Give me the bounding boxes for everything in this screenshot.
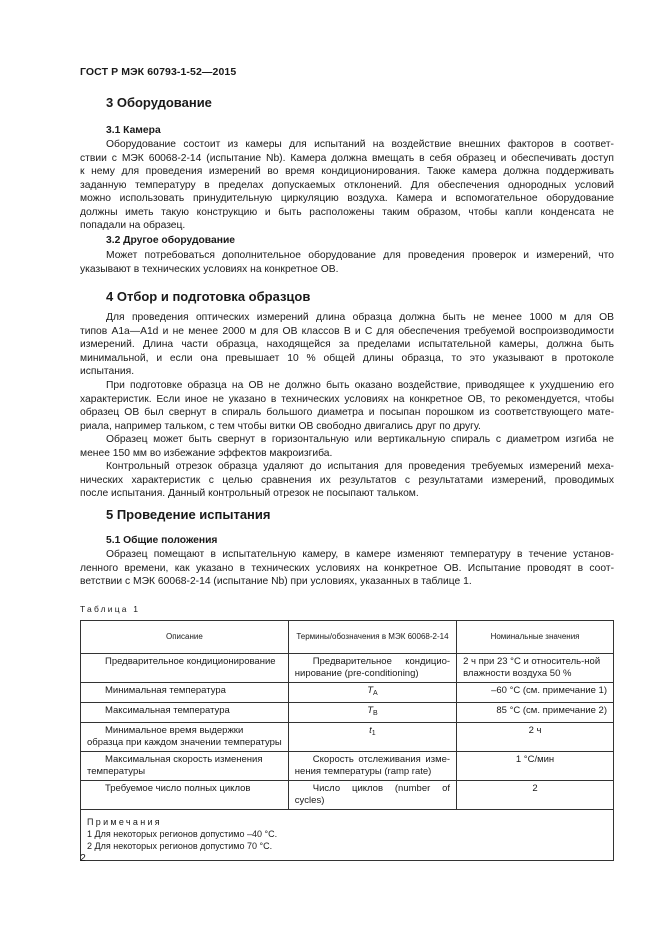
- table-header-terms: Термины/обозначения в МЭК 60068-2-14: [288, 621, 456, 654]
- table-header-description: Описание: [81, 621, 289, 654]
- row-term: [288, 723, 456, 752]
- section-4-para-3: [80, 433, 614, 460]
- row-description: Минимальное время выдержки образца при каждом значении температуры: [81, 723, 289, 752]
- text-line: к нему для проведения измерений во время кондиционирования. Также камера должна поддерживать: [80, 166, 614, 178]
- text-line: испытания.: [80, 366, 135, 378]
- row-description: Требуемое число полных циклов: [81, 781, 289, 810]
- table-row: [81, 752, 614, 781]
- section-4-para-1: [80, 311, 614, 379]
- section-3-1-text: [80, 138, 614, 233]
- text-line: Контрольный отрезок образца удаляют до испытания для проведения требуемых измерений меха-: [106, 461, 614, 472]
- row-term: [288, 683, 456, 703]
- table-row: [81, 654, 614, 683]
- row-description: Предварительное кондиционирование: [81, 654, 289, 683]
- text-line: Может потребоваться дополнительное оборудование для проведения проверок и измерений, что: [106, 250, 614, 261]
- text-line: нических характеристик с целью сравнения их результатов с результатами измерений, проводимых: [80, 474, 614, 486]
- table-row: [81, 781, 614, 810]
- row-description: Минимальная температура: [81, 683, 289, 703]
- text-line: ствии с МЭК 60068-2-14 (испытание Nb). Камера должна вмещать в себя образец и обеспечивать доступ: [80, 152, 614, 164]
- table-row: [81, 683, 614, 703]
- table-notes: [81, 810, 614, 861]
- row-term: Предварительное кондицио-нирование (pre-conditioning): [288, 654, 456, 683]
- row-value: 2 ч при 23 °С и относитель-ной влажности воздуха 50 %: [457, 654, 614, 683]
- term-subscript: 1: [371, 730, 376, 737]
- text-line: заданную температуру в пределах допускаемых отклонений. Для обеспечения однородных условий: [80, 179, 614, 191]
- text-line: При подготовке образца на ОВ не должно быть оказано воздействие, приводящее к ухудшению его: [106, 380, 614, 391]
- row-value: 85 °С (см. примечание 2): [457, 703, 614, 723]
- note-item: 1 Для некоторых регионов допустимо –40 °С.: [87, 829, 278, 839]
- text-line: образец ОВ был свернут в спираль большого диаметра и посыпан порошком из соответствующего мате-: [80, 407, 614, 419]
- text-line: Образец может быть свернут в горизонтальную или вертикальную спираль с диаметром изгиба не: [106, 434, 614, 445]
- section-3-2-title: 3.2 Другое оборудование: [106, 235, 236, 246]
- page-number: 2: [80, 852, 86, 864]
- table-1: [80, 620, 614, 861]
- section-4-title: 4 Отбор и подготовка образцов: [106, 289, 311, 304]
- table-row: [81, 723, 614, 752]
- row-term: Число циклов (number of cycles): [288, 781, 456, 810]
- text-line: указывают в технических условиях на конкретное ОВ.: [80, 263, 339, 275]
- text-line: риала, например тальком, с тем чтобы витки ОВ свободно двигались друг по другу.: [80, 420, 481, 432]
- text-line: Для проведения оптических измерений длина образца должна быть не менее 1000 м для ОВ: [106, 312, 614, 323]
- section-5-1-text: [80, 548, 614, 589]
- section-4-para-4: [80, 460, 614, 501]
- term-symbol: t: [369, 725, 372, 736]
- text-line: ленного времени, как указано в технических условиях на конкретное ОВ. Испытание проводят в соот-: [80, 562, 614, 574]
- term-symbol: T: [367, 685, 373, 696]
- row-value: 2 ч: [457, 723, 614, 752]
- section-3-1-title: 3.1 Камера: [106, 125, 161, 136]
- notes-title: Примечания: [87, 817, 162, 827]
- section-3-2-text: [80, 249, 614, 276]
- row-value: 1 °С/мин: [457, 752, 614, 781]
- text-line: менее 150 мм во избежание эффектов макроизгиба.: [80, 447, 333, 459]
- table-caption: Таблица 1: [80, 604, 141, 614]
- text-line: характеристик. Если иное не указано в технических условиях на конкретное ОВ, то рекомендуется, чтобы: [80, 393, 614, 405]
- text-line: можно использовать принудительную циркуляцию воздуха. Камера и вспомогательное оборудование: [80, 193, 614, 205]
- section-5-1-title: 5.1 Общие положения: [106, 535, 218, 546]
- table-notes-row: [81, 810, 614, 861]
- section-3-title: 3 Оборудование: [106, 95, 212, 110]
- note-item: 2 Для некоторых регионов допустимо 70 °С.: [87, 841, 273, 851]
- text-line: минимальной, и если она превышает 10 % общей длины образца, то это указывают в протоколе: [80, 352, 614, 364]
- text-line: должны иметь такую конструкцию и быть расположены таким образом, чтобы капли конденсата не: [80, 206, 614, 218]
- row-term: Скорость отслеживания изме-нения температуры (ramp rate): [288, 752, 456, 781]
- text-line: Оборудование состоит из камеры для испытаний на воздействие внешних факторов в соответ-: [106, 139, 614, 150]
- section-5-title: 5 Проведение испытания: [106, 507, 271, 522]
- table-header-row: [81, 621, 614, 654]
- text-line: попадали на образец.: [80, 220, 186, 232]
- row-description: Максимальная температура: [81, 703, 289, 723]
- text-line: измерений. Длина части образца, находящейся за пределами испытательной камеры, должна быть: [80, 339, 614, 351]
- row-term: [288, 703, 456, 723]
- table-header-values: Номинальные значения: [457, 621, 614, 654]
- text-line: типов А1а—А1d и не менее 2000 м для ОВ классов В и С для обеспечения требуемой воспроизводимости: [80, 325, 614, 337]
- term-subscript: B: [373, 710, 378, 717]
- section-4-para-2: [80, 379, 614, 433]
- term-subscript: A: [373, 690, 378, 697]
- text-line: Образец помещают в испытательную камеру, в камере изменяют температуру в течение установ-: [106, 549, 614, 560]
- document-header: ГОСТ Р МЭК 60793-1-52—2015: [80, 66, 237, 78]
- row-description: Максимальная скорость изменения температуры: [81, 752, 289, 781]
- text-line: ветствии с МЭК 60068-2-14 (испытание Nb) при условиях, указанных в таблице 1.: [80, 576, 472, 588]
- table-row: [81, 703, 614, 723]
- term-symbol: T: [367, 705, 373, 716]
- text-line: после испытания. Данный контрольный отрезок не посыпают тальком.: [80, 488, 419, 500]
- row-value: 2: [457, 781, 614, 810]
- row-value: –60 °С (см. примечание 1): [457, 683, 614, 703]
